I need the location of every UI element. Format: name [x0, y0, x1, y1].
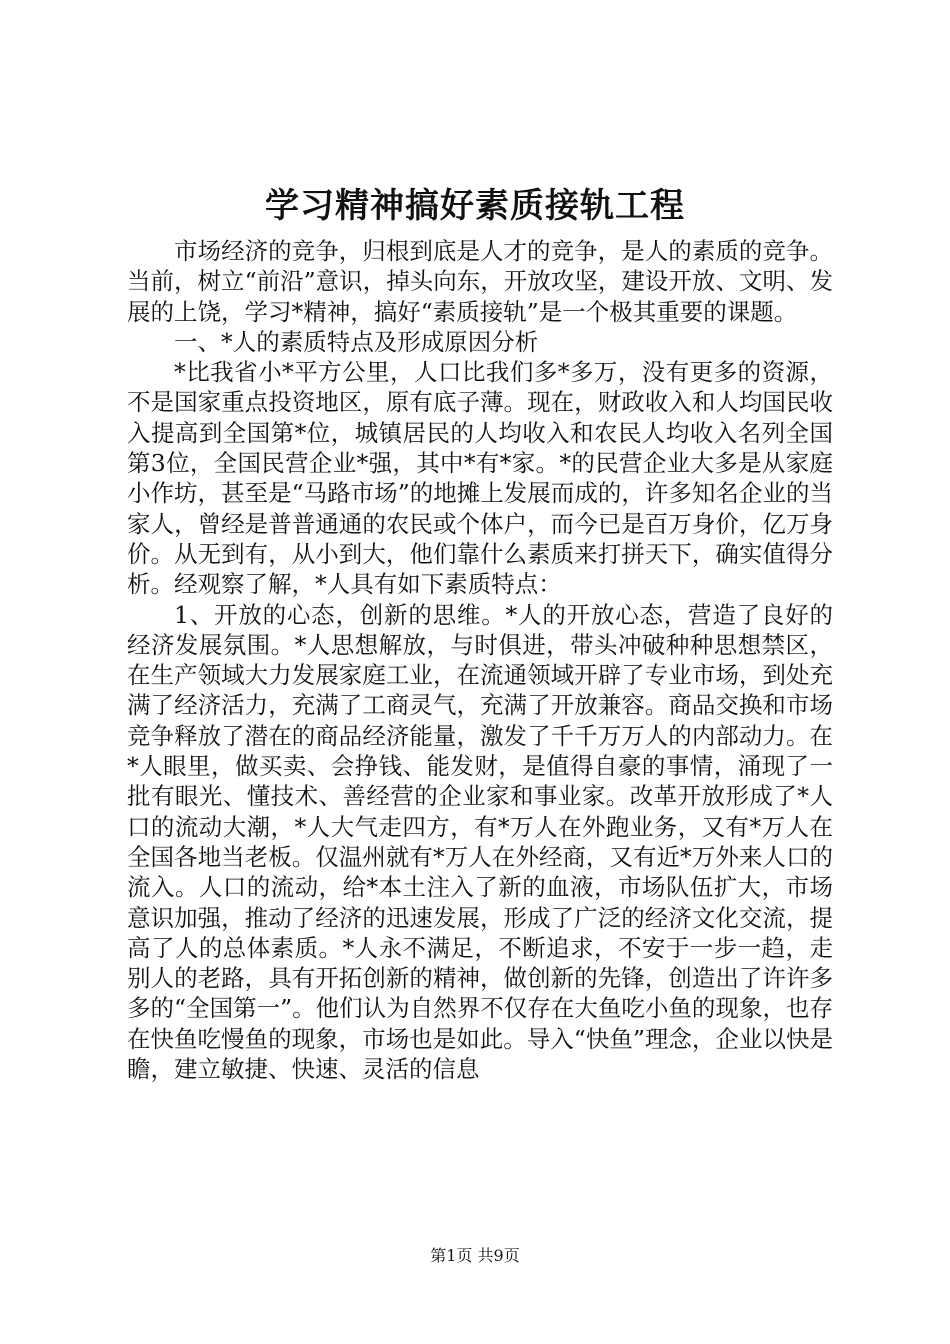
document-title: 学习精神搞好素质接轨工程: [265, 186, 685, 226]
paragraph-background: *比我省小*平方公里，人口比我们多*多万，没有更多的资源，不是国家重点投资地区，原有底子薄。现在，财政收入和人均国民收入提高到全国第*位，城镇居民的人均收入和农民人均收入名列全国第3位，全国民营企业*强，其中*有*家。*的民营企业大多是从家庭小作坊，甚至是“马路市场”的地摊上发展而成的，许多知名企业的当家人，曾经是普普通通的农民或个体户，而今已是百万身价，亿万身价。从无到有，从小到大，他们靠什么素质来打拼天下，确实值得分析。经观察了解，*人具有如下素质特点：: [127, 358, 833, 599]
section-heading: 一、*人的素质特点及形成原因分析: [174, 327, 539, 356]
paragraph-intro: 市场经济的竞争，归根到底是人才的竞争，是人的素质的竞争。当前，树立“前沿”意识，掉头向东，开放攻坚，建设开放、文明、发展的上饶，学习*精神，搞好“素质接轨”是一个极其重要的课题。: [127, 237, 833, 326]
document-body: [127, 236, 833, 1084]
page-number-footer: 第1页 共9页: [430, 1246, 520, 1265]
paragraph-point-1: 1、开放的心态，创新的思维。*人的开放心态，营造了良好的经济发展氛围。*人思想解放，与时俱进，带头冲破种种思想禁区，在生产领域大力发展家庭工业，在流通领域开辟了专业市场，到处充满了经济活力，充满了工商灵气，充满了开放兼容。商品交换和市场竞争释放了潜在的商品经济能量，激发了千千万万人的内部动力。在*人眼里，做买卖、会挣钱、能发财，是值得自豪的事情，涌现了一批有眼光、懂技术、善经营的企业家和事业家。改革开放形成了*人口的流动大潮，*人大气走四方，有*万人在外跑业务，又有*万人在全国各地当老板。仅温州就有*万人在外经商，又有近*万外来人口的流入。人口的流动，给*本土注入了新的血液，市场队伍扩大，市场意识加强，推动了经济的迅速发展，形成了广泛的经济文化交流，提高了人的总体素质。*人永不满足，不断追求，不安于一步一趋，走别人的老路，具有开拓创新的精神，做创新的先锋，创造出了许许多多的“全国第一”。他们认为自然界不仅存在大鱼吃小鱼的现象，也存在快鱼吃慢鱼的现象，市场也是如此。导入“快鱼”理念，企业以快是瞻，建立敏捷、快速、灵活的信息: [127, 600, 833, 1084]
